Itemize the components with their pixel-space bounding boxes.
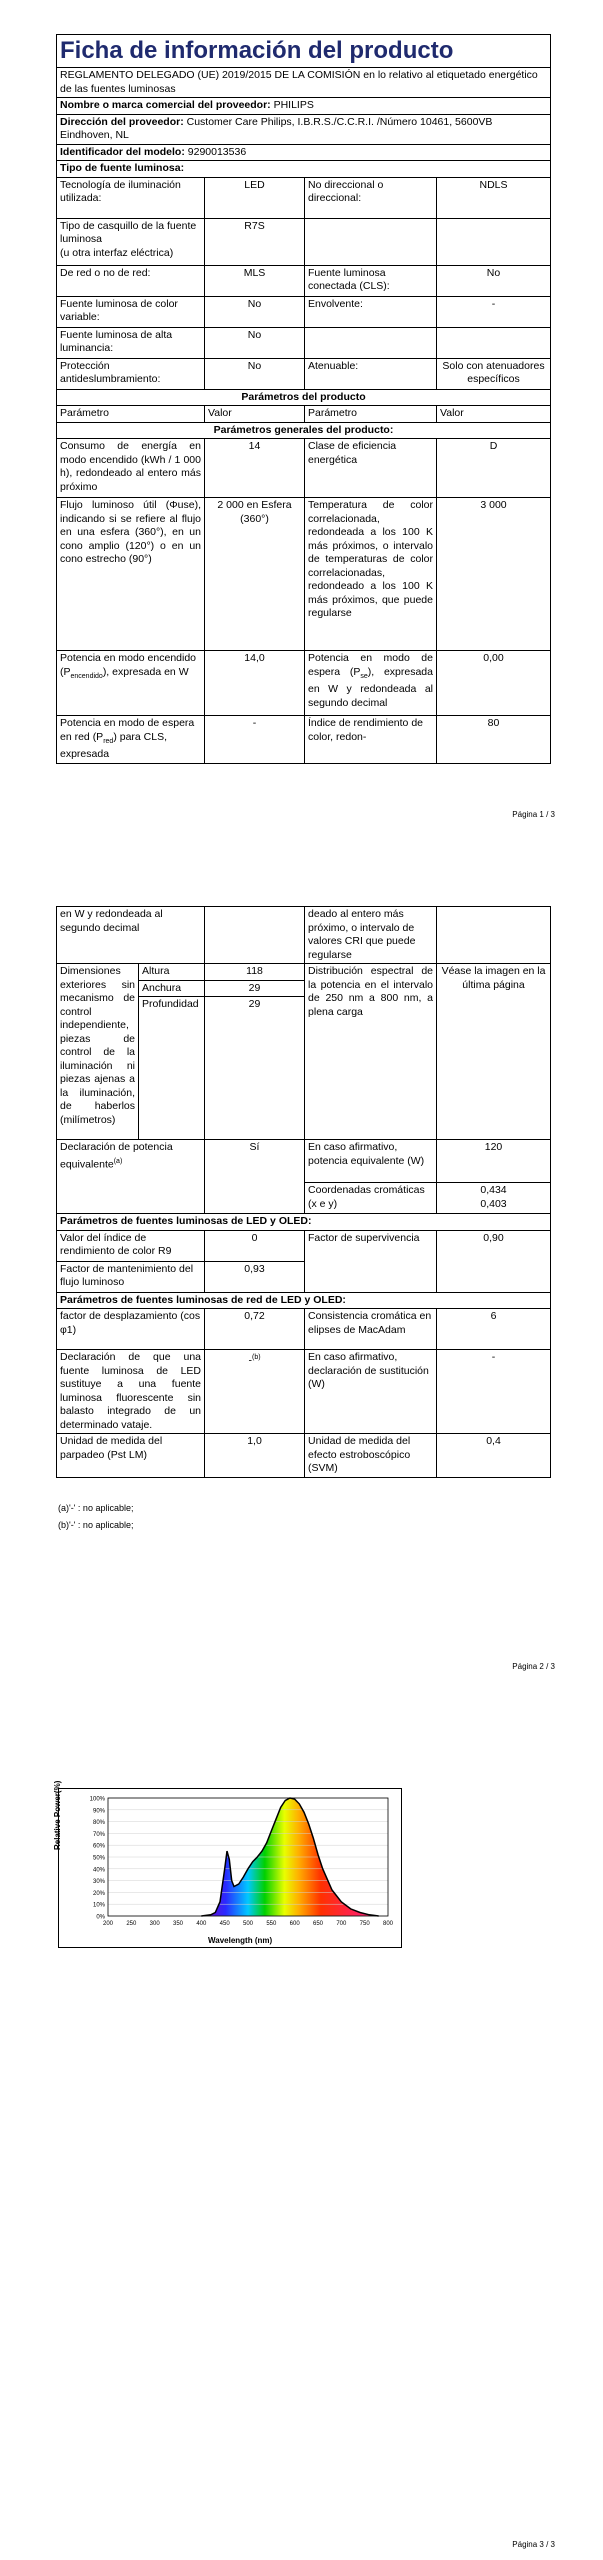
table-row — [57, 1350, 551, 1434]
regulation-text: REGLAMENTO DELEGADO (UE) 2019/2015 DE LA COMISIÓN en lo relativo al etiquetado energético de las fuentes luminosas — [57, 68, 551, 98]
param-value — [437, 327, 551, 358]
table-row — [57, 1434, 551, 1478]
product-info-table-p1 — [56, 34, 551, 764]
param-label: Temperatura de color correlacionada, redondeada a los 100 K más próximos, o intervalo de temperaturas de color correlacionadas, redondeado a los 100 K más próximos, que puede regularse — [305, 498, 437, 651]
table-row — [57, 498, 551, 651]
param-label: Clase de eficiencia energética — [305, 439, 437, 498]
param-value: No — [205, 296, 305, 327]
dimensions-label: Dimensiones exteriores sin mecanismo de control independiente, piezas de control de la iluminación ni piezas ajenas a la iluminación, de haberlos (milímetros) — [57, 964, 139, 1140]
dimension-name: Profundidad — [139, 997, 205, 1140]
equiv-label: Declaración de potencia equivalente — [60, 1141, 173, 1170]
param-value: No — [205, 358, 305, 389]
param-value: 0,4 — [437, 1434, 551, 1478]
table-row — [57, 964, 551, 981]
param-label: Consistencia cromática en elipses de MacAdam — [305, 1309, 437, 1350]
param-value: D — [437, 439, 551, 498]
param-label — [57, 1140, 205, 1214]
param-label — [305, 218, 437, 265]
column-header-row — [57, 406, 551, 423]
y-tick-label: 100% — [89, 1796, 105, 1803]
param-label: Declaración de que una fuente luminosa de LED sustituye a una fuente luminosa fluorescente sin balasto integrado de un determinado vataje. — [57, 1350, 205, 1434]
x-axis-label: Wavelength (nm) — [208, 1936, 273, 1945]
supplier-address: Customer Care Philips, I.B.R.S./C.C.R.I. /Número 10461, 5600VB Eindhoven, NL — [60, 115, 493, 141]
x-tick-label: 750 — [359, 1921, 370, 1927]
x-tick-label: 200 — [102, 1921, 114, 1927]
page-number: Página 1 / 3 — [512, 810, 555, 819]
param-value: Solo con atenuadores específicos — [437, 358, 551, 389]
supplier-address-row — [57, 114, 551, 144]
param-value: 6 — [437, 1309, 551, 1350]
param-value: Véase la imagen en la última página — [437, 964, 551, 1140]
param-value: 0,72 — [205, 1309, 305, 1350]
param-value: Sí — [205, 1140, 305, 1214]
x-tick-label: 400 — [196, 1921, 207, 1927]
x-tick-label: 550 — [266, 1921, 277, 1927]
param-label: Coordenadas cromáticas (x e y) — [305, 1183, 437, 1214]
y-tick-label: 10% — [92, 1902, 105, 1909]
param-label: Distribución espectral de la potencia en el intervalo de 250 nm a 800 nm, a plena carga — [305, 964, 437, 1140]
supplier-name-label: Nombre o marca comercial del proveedor: — [60, 99, 271, 111]
x-tick-label: 800 — [382, 1921, 394, 1927]
param-value: 0,93 — [205, 1261, 305, 1292]
param-value: 120 — [437, 1140, 551, 1183]
param-label: Consumo de energía en modo encendido (kWh / 1 000 h), redondeado al entero más próximo — [57, 439, 205, 498]
table-row — [57, 651, 551, 716]
dimension-value: 118 — [205, 964, 305, 981]
param-value: 0,00 — [437, 651, 551, 716]
page-number: Página 3 / 3 — [512, 2540, 555, 2549]
model-row — [57, 144, 551, 161]
param-label — [305, 327, 437, 358]
led-oled-header: Parámetros de fuentes luminosas de LED y OLED: — [57, 1214, 551, 1231]
column-header-param: Parámetro — [57, 406, 205, 423]
param-label: Envolvente: — [305, 296, 437, 327]
param-label: En caso afirmativo, declaración de sustitución (W) — [305, 1350, 437, 1434]
y-tick-label: 0% — [96, 1914, 105, 1921]
dimension-value: 29 — [205, 980, 305, 997]
x-tick-label: 250 — [126, 1921, 137, 1927]
source-type-header: Tipo de fuente luminosa: — [57, 161, 551, 178]
param-label: Factor de mantenimiento del flujo luminoso — [57, 1261, 205, 1292]
param-value: 2 000 en Esfera (360°) — [205, 498, 305, 651]
param-value: - — [437, 1350, 551, 1434]
x-tick-label: 500 — [242, 1921, 254, 1927]
column-header-value: Valor — [205, 406, 305, 423]
mains-led-header: Parámetros de fuentes luminosas de red de LED y OLED: — [57, 1292, 551, 1309]
x-tick-label: 300 — [149, 1921, 160, 1927]
table-row — [57, 327, 551, 358]
table-row — [57, 296, 551, 327]
param-value: - — [437, 296, 551, 327]
supplier-address-label: Dirección del proveedor: — [60, 115, 184, 128]
column-header-value: Valor — [437, 406, 551, 423]
param-label: En caso afirmativo, potencia equivalente (W) — [305, 1140, 437, 1183]
param-label: No direccional o direccional: — [305, 177, 437, 218]
x-tick-label: 600 — [289, 1921, 300, 1927]
dimension-name: Anchura — [139, 980, 205, 997]
spectral-power-chart — [53, 1780, 402, 1948]
param-value: NDLS — [437, 177, 551, 218]
param-label: Unidad de medida del efecto estroboscópico (SVM) — [305, 1434, 437, 1478]
param-value — [437, 1183, 551, 1214]
page-number: Página 2 / 3 — [512, 1662, 555, 1671]
param-value: -$^{(b)}$ — [205, 1350, 305, 1434]
param-label: Potencia en modo encendido $(P_{encendido})$, expresada en W — [57, 651, 205, 716]
param-value — [437, 907, 551, 964]
product-info-table-p2 — [56, 906, 551, 1478]
param-label: Tipo de casquillo de la fuente luminosa (u otra interfaz eléctrica) — [57, 218, 205, 265]
table-row — [57, 439, 551, 498]
param-value: 14 — [205, 439, 305, 498]
y-axis-label: Relative Power(%) — [53, 1780, 62, 1850]
param-label: Factor de supervivencia — [305, 1230, 437, 1292]
param-label: deado al entero más próximo, o intervalo de valores CRI que puede regularse — [305, 907, 437, 964]
page-2 — [0, 880, 603, 1680]
column-header-param: Parámetro — [305, 406, 437, 423]
footnote-a: (a)'-' : no aplicable; — [58, 1503, 134, 1513]
product-params-header: Parámetros del producto — [57, 389, 551, 406]
param-label: Fuente luminosa de alta luminancia: — [57, 327, 205, 358]
footnote-ref: (a) — [113, 1157, 123, 1165]
y-tick-label: 90% — [92, 1808, 105, 1815]
param-label: Tecnología de iluminación utilizada: — [57, 177, 205, 218]
y-tick-label: 30% — [92, 1879, 105, 1886]
table-row — [57, 716, 551, 764]
param-value: R7S — [205, 218, 305, 265]
table-row — [57, 1309, 551, 1350]
param-value: No — [437, 265, 551, 296]
param-value: 14,0 — [205, 651, 305, 716]
table-row — [57, 265, 551, 296]
param-label: Fuente luminosa de color variable: — [57, 296, 205, 327]
param-value: - — [205, 716, 305, 764]
param-value: 1,0 — [205, 1434, 305, 1478]
model-id: 9290013536 — [187, 145, 247, 158]
page-3 — [0, 1740, 603, 2560]
y-tick-label: 60% — [92, 1843, 105, 1850]
y-tick-label: 40% — [92, 1867, 105, 1874]
param-label: Flujo luminoso útil (Φuse), indicando si se refiere al flujo en una esfera (360°), en un cono amplio (120°) o en un cono estrecho (90°) — [57, 498, 205, 651]
x-tick-label: 700 — [336, 1921, 347, 1927]
param-label: Potencia en modo de espera en red $(P_{red})$ para CLS, expresada — [57, 716, 205, 764]
param-value: 0 — [205, 1230, 305, 1261]
supplier-name-row — [57, 98, 551, 115]
param-label: factor de desplazamiento (cos φ1) — [57, 1309, 205, 1350]
param-value: 0,90 — [437, 1230, 551, 1292]
y-tick-label: 50% — [92, 1855, 105, 1862]
y-tick-label: 20% — [92, 1890, 105, 1897]
param-label: Fuente luminosa conectada (CLS): — [305, 265, 437, 296]
table-row — [57, 218, 551, 265]
x-tick-label: 650 — [312, 1921, 324, 1927]
model-label: Identificador del modelo: — [60, 145, 185, 158]
dimension-value: 29 — [205, 997, 305, 1140]
param-label: De red o no de red: — [57, 265, 205, 296]
param-label: Índice de rendimiento de color, redon- — [305, 716, 437, 764]
page-1 — [0, 0, 603, 830]
param-label: en W y redondeada al segundo decimal — [57, 907, 205, 964]
table-row — [57, 1230, 551, 1261]
dimension-name: Altura — [139, 964, 205, 981]
table-row — [57, 1140, 551, 1183]
param-value: 80 — [437, 716, 551, 764]
param-value — [205, 907, 305, 964]
table-row — [57, 358, 551, 389]
param-value: MLS — [205, 265, 305, 296]
param-label: Valor del índice de rendimiento de color R9 — [57, 1230, 205, 1261]
y-tick-label: 80% — [92, 1820, 105, 1827]
chroma-x: 0,434 — [480, 1184, 507, 1196]
param-value: No — [205, 327, 305, 358]
param-value — [437, 218, 551, 265]
general-params-header: Parámetros generales del producto: — [57, 422, 551, 439]
x-tick-label: 450 — [219, 1921, 230, 1927]
page-title: Ficha de información del producto — [57, 35, 551, 68]
table-row — [57, 177, 551, 218]
supplier-name: PHILIPS — [273, 99, 314, 111]
footnote-b: (b)'-' : no aplicable; — [58, 1520, 134, 1530]
param-label: Unidad de medida del parpadeo (Pst LM) — [57, 1434, 205, 1478]
param-value: 3 000 — [437, 498, 551, 651]
param-label: Protección antideslumbramiento: — [57, 358, 205, 389]
y-tick-label: 70% — [92, 1831, 105, 1838]
x-tick-label: 350 — [172, 1921, 184, 1927]
param-value: LED — [205, 177, 305, 218]
table-row — [57, 907, 551, 964]
chroma-y: 0,403 — [480, 1197, 507, 1210]
param-label: Potencia en modo de espera $(P_{se})$, expresada en W y redondeada al segundo decimal — [305, 651, 437, 716]
param-label: Atenuable: — [305, 358, 437, 389]
